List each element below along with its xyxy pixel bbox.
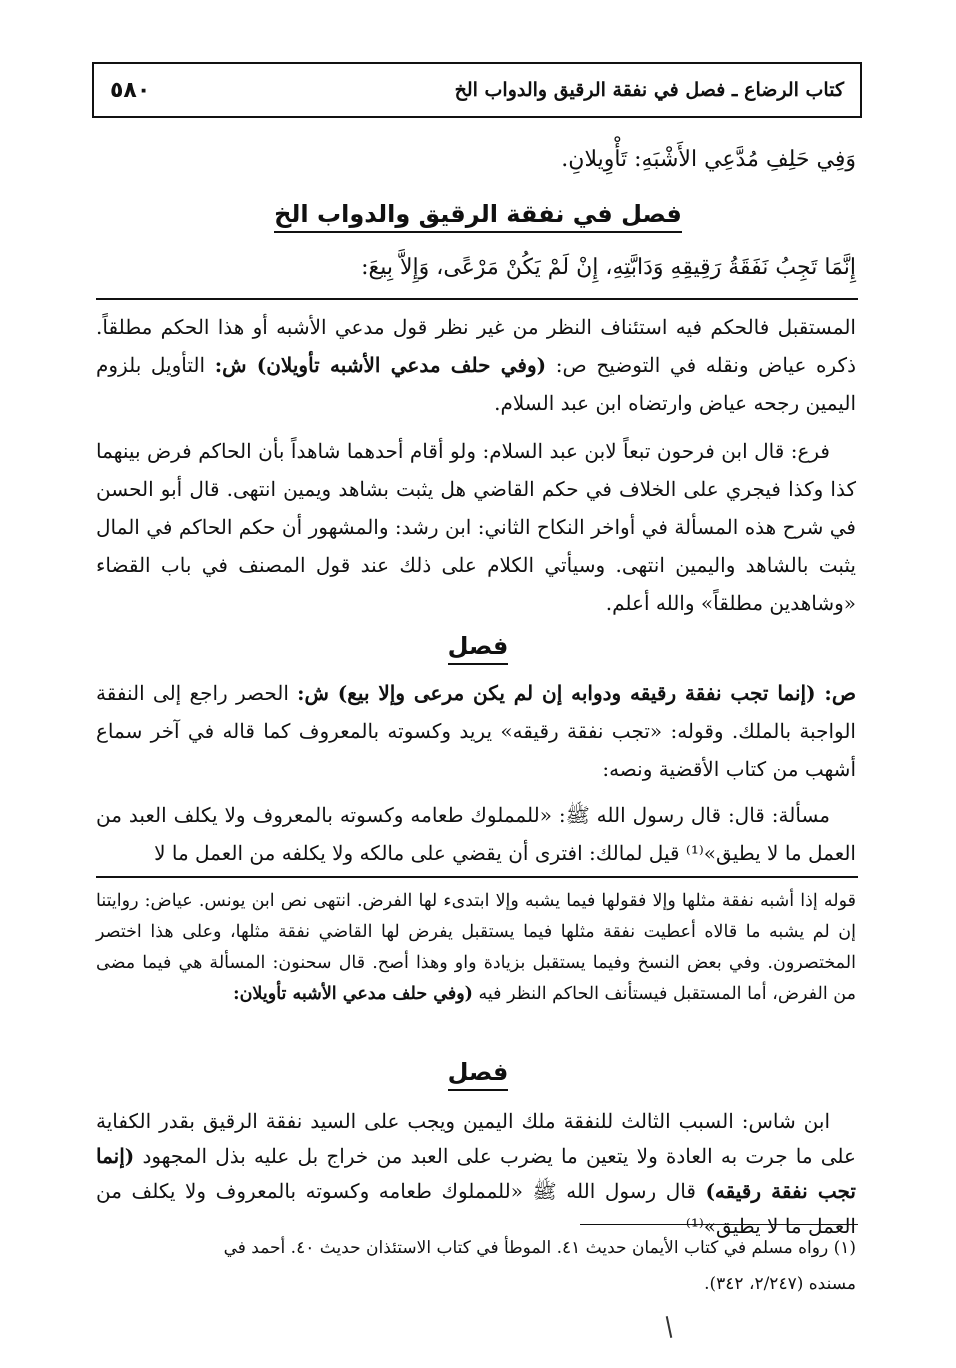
lower-commentary xyxy=(96,886,856,1010)
footnote-line-1: (١) رواه مسلم في كتاب الأيمان حديث ٤١. الموطأ في كتاب الاستئذان حديث ٤٠. أحمد في xyxy=(223,1238,856,1258)
commentary-1-quote: (وفي حلف مدعي الأشبه تأويلان) ش: xyxy=(214,353,547,377)
footnote-divider xyxy=(580,1224,858,1225)
section-heading-3-text: فصل xyxy=(448,1058,509,1091)
running-header xyxy=(92,62,862,118)
footnote-line-2: مسنده (٢/٢٤٧، ٣٤٢). xyxy=(704,1274,856,1294)
footnote-block xyxy=(96,1230,856,1302)
section-3-quote: (إنما تجب نفقة رقيقه) xyxy=(96,1144,856,1203)
section-heading-2-text: فصل xyxy=(448,632,509,665)
section-heading-3 xyxy=(0,1058,956,1086)
top-matn-line: وَفِي حَلِفِ مُدَّعِي الأَشْبَهِ: تَأْوِيلانِ. xyxy=(561,147,856,172)
section-2-paragraph-2: مسألة: قال: قال رسول الله ﷺ: «للمملوك طعامه وكسوته بالمعروف ولا يكلف العبد من العمل ما لا يطيق»⁽¹⁾ قيل لمالك: افترى أن يقضي على مالكه ولا يكلفه من العمل ما لا xyxy=(96,803,856,865)
scan-mark xyxy=(666,1316,673,1338)
section-3-text-c: قال رسول الله ﷺ «للمملوك طعامه وكسوته بالمعروف ولا يكلف من العمل ما لا يطيق»⁽¹⁾ xyxy=(96,1179,856,1238)
lower-commentary-text: قوله إذا أشبه نفقة مثلها وإلا فقولها فيما يشبه وإلا ابتدىء لها الفرض. انتهى نص ابن يونس. عياض: روايتنا إن لم يشبه ما قالاه أعطيت نفقة مثلها فيما يستقبل يفرض لها القاضي نفقة مثلها، وعلى هذا اختصر المختصرون. وفي بعض النسخ وفيما يستقبل بزيادة واو وهذا أصح. قال سحنون: المسألة هي فيما مضى من الفرض، أما المستقبل فيستأنف الحاكم النظر فيه xyxy=(96,891,856,1004)
section-2-text: الحصر راجع إلى النفقة الواجبة بالملك. وقوله: «تجب نفقة رقيقه» يريد وكسوته بالمعروف كما قاله في آخر سماع أشهب من كتاب الأقضية ونصه: xyxy=(96,681,856,781)
section-1-matn: إِنَّمَا تَجِبُ نَفَقَةُ رَقِيقِهِ وَدَابَّتِهِ، إِنْ لَمْ يَكُنْ مَرْعًى، وَإِلاَّ بِيعَ: xyxy=(361,255,856,280)
section-heading-2 xyxy=(0,632,956,660)
section-3-body xyxy=(96,1104,856,1244)
commentary-paragraph-2: فرع: قال ابن فرحون تبعاً لابن عبد السلام: ولو أقام أحدهما شاهداً بأن الحاكم فرض بينهما كذا وكذا فيجري على الخلاف في حكم القاضي هل يثبت بشاهد ويمين انتهى. قال أبو الحسن في شرح هذه المسألة في أواخر النكاح الثاني: ابن رشد: والمشهور أن حكم الحاكم في المال يثبت بالشاهد واليمين انتهى. وسيأتي الكلام على ذلك عند قول المصنف في باب القضاء «وشاهدين مطلقاً» والله أعلم. xyxy=(96,439,856,615)
upper-lower-divider xyxy=(96,876,858,878)
commentary-1-text-a: المستقبل فالحكم فيه استئناف النظر من غير نظر قول مدعي الأشبه أو هذا الحكم مطلقاً. ذكره عياض ونقله في التوضيح ص: xyxy=(96,315,856,377)
section-2-body xyxy=(96,674,856,872)
running-title: كتاب الرضاع ـ فصل في نفقة الرقيق والدواب الخ xyxy=(454,79,844,101)
section-heading-1 xyxy=(0,200,956,228)
commentary-1-text-c: التأويل بلزوم اليمين رجحه عياض وارتضاه ابن عبد السلام. xyxy=(96,353,856,415)
section-2-paragraph-1 xyxy=(96,674,856,788)
section-3-text-a: ابن شاس: السبب الثالث للنفقة ملك اليمين ويجب على السيد نفقة الرقيق بقدر الكفاية على ما جرت به العادة ولا يتعين ما يضرب على العبد من خراج بل عليه بذل المجهود xyxy=(96,1109,856,1168)
lower-commentary-quote: (وفي حلف مدعي الأشبه تأويلان: xyxy=(233,984,473,1004)
matn-commentary-divider xyxy=(96,298,858,300)
section-2-matn-quote: ص: (إنما تجب نفقة رقيقه ودوابه إن لم يكن مرعى وإلا بيع) ش: xyxy=(297,681,856,705)
commentary-paragraph-1 xyxy=(96,308,856,422)
page-number: ٥٨٠ xyxy=(110,77,151,103)
commentary-block-1 xyxy=(96,308,856,622)
section-heading-1-text: فصل في نفقة الرقيق والدواب الخ xyxy=(274,200,682,233)
